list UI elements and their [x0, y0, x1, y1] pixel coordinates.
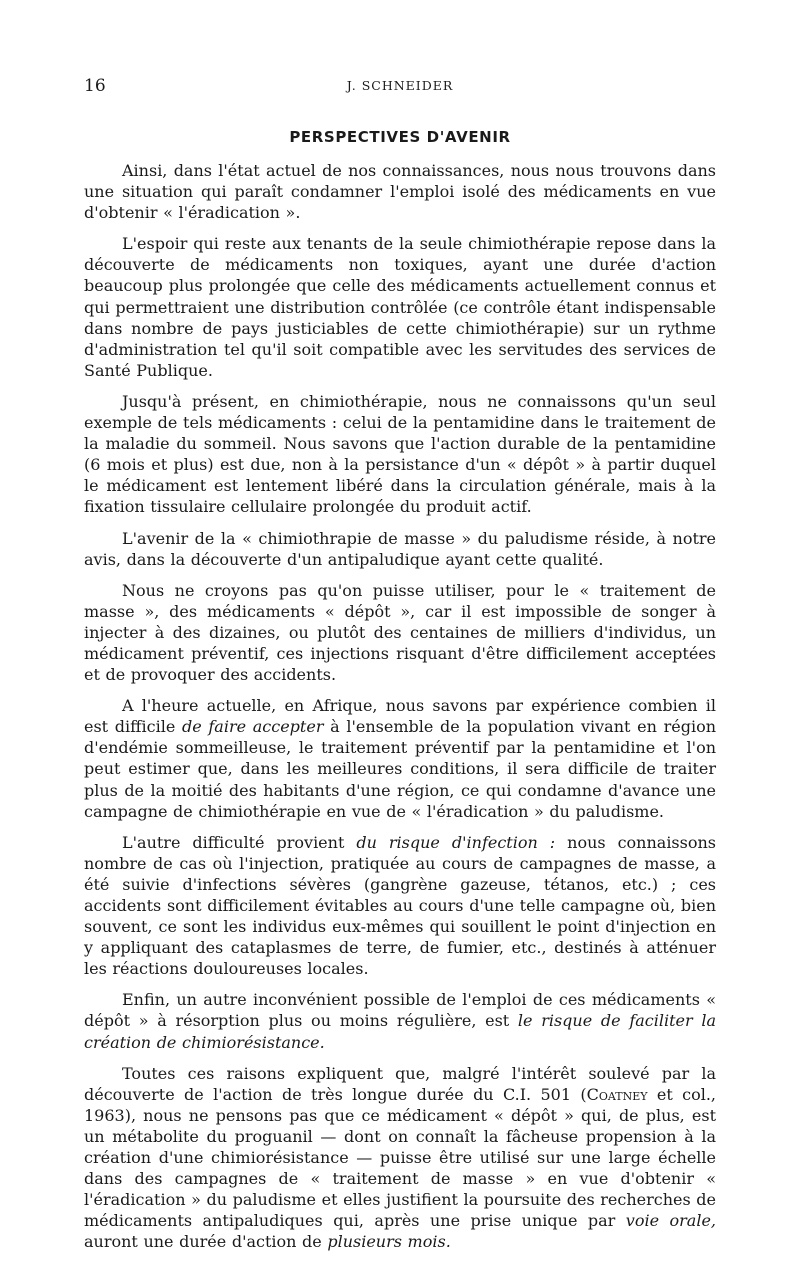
paragraph-8-italic: le risque de faciliter la création de chimiorésistance. — [84, 1011, 716, 1052]
paragraph-6-text-b: à l'ensemble de la population vivant en région d'endémie sommeilleuse, le traitement préventif par la pentamidine et l'on peut estimer que, dans les meilleures conditions, il sera difficile de traiter plus de la moitié des habitants d'une région, ce qui condamne d'avance une campagne de chimiothérapie en vue de « l'éradication » du paludisme. — [84, 717, 716, 821]
paragraph-9-italic-2: plusieurs mois. — [327, 1232, 451, 1252]
paragraph-1: Ainsi, dans l'état actuel de nos connaissances, nous nous trouvons dans une situation qui paraît condamner l'emploi isolé des médicaments en vue d'obtenir « l'éradication ». — [84, 161, 716, 223]
page-number: 16 — [84, 76, 106, 96]
paragraph-2: L'espoir qui reste aux tenants de la seule chimiothérapie repose dans la découverte de médicaments non toxiques, ayant une durée d'action beaucoup plus prolongée que celle des médicaments actuellement connus et qui permettraient une distribution contrôlée (ce contrôle étant indispensable dans nombre de pays justiciables de cette chimiothérapie) sur un rythme d'administration tel qu'il soit compatible avec les servitudes des services de Santé Publique. — [84, 234, 716, 380]
section-title: PERSPECTIVES D'AVENIR — [289, 128, 511, 146]
paragraph-4: L'avenir de la « chimiothrapie de masse » du paludisme réside, à notre avis, dans la découverte d'un antipaludique ayant cette qualité. — [84, 528, 716, 569]
paragraph-7-text-b: nous connaissons nombre de cas où l'injection, pratiquée au cours de campagnes de masse, a été suivie d'infections sévères (gangrène gazeuse, tétanos, etc.) ; ces accidents sont difficilement évitables au cours d'une telle campagne où, bien souvent, ce sont les individus eux-mêmes qui souillent le point d'injection en y appliquant des cataplasmes de terre, de fumier, etc., destinés à atténuer les réactions douloureuses locales. — [84, 832, 716, 979]
paragraph-9-text-a: Toutes ces raisons expliquent que, malgré l'intérêt soulevé par la découverte de l'action de très longue durée du C.I. 501 ( — [84, 1063, 716, 1104]
paragraph-3: Jusqu'à présent, en chimiothérapie, nous ne connaissons qu'un seul exemple de tels médicaments : celui de la pentamidine dans le traitement de la maladie du sommeil. Nous savons que l'action durable de la pentamidine (6 mois et plus) est due, non à la persistance d'un « dépôt » à partir duquel le médicament est lentement libéré dans la circulation générale, mais à la fixation tissulaire cellulaire prolongée du produit actif. — [84, 391, 716, 517]
running-head: J. SCHNEIDER — [346, 78, 454, 93]
paragraph-6-text-a: A l'heure actuelle, en Afrique, nous savons par expérience combien il est difficile — [84, 696, 716, 737]
paragraph-9-author: Coatney — [586, 1084, 648, 1104]
paragraph-6 — [84, 695, 716, 822]
paragraph-5: Nous ne croyons pas qu'on puisse utiliser, pour le « traitement de masse », des médicaments « dépôt », car il est impossible de songer à injecter à des dizaines, ou plutôt des centaines de milliers d'individus, un médicament préventif, ces injections risquant d'être difficilement acceptées et de provoquer des accidents. — [84, 580, 716, 685]
paragraph-9-text-b: et col., 1963), nous ne pensons pas que ce médicament « dépôt » qui, de plus, est un métabolite du proguanil — dont on connaît la fâcheuse propension à la création d'une chimiorésistance — puisse être utilisé sur une large échelle dans des campagnes de « traitement de masse » en vue d'obtenir « l'éradication » du paludisme et elles justifient la poursuite des recherches de médicaments antipaludiques qui, après une prise unique par — [84, 1084, 716, 1231]
page-header — [84, 76, 716, 100]
paragraph-7-italic: du risque d'infection : — [356, 832, 556, 852]
paragraph-7-text-a: L'autre difficulté provient — [122, 832, 357, 852]
paragraph-7 — [84, 832, 716, 980]
paragraph-9-text-c: auront une durée d'action de — [84, 1232, 328, 1252]
paragraph-9-italic-1: voie orale, — [625, 1211, 716, 1231]
paragraph-9 — [84, 1063, 716, 1253]
body-text — [84, 160, 716, 1263]
paragraph-8-text-a: Enfin, un autre inconvénient possible de l'emploi de ces médicaments « dépôt » à résorption plus ou moins régulière, est — [84, 990, 716, 1031]
paragraph-6-italic: de faire accepter — [181, 717, 324, 737]
paragraph-8 — [84, 989, 716, 1052]
